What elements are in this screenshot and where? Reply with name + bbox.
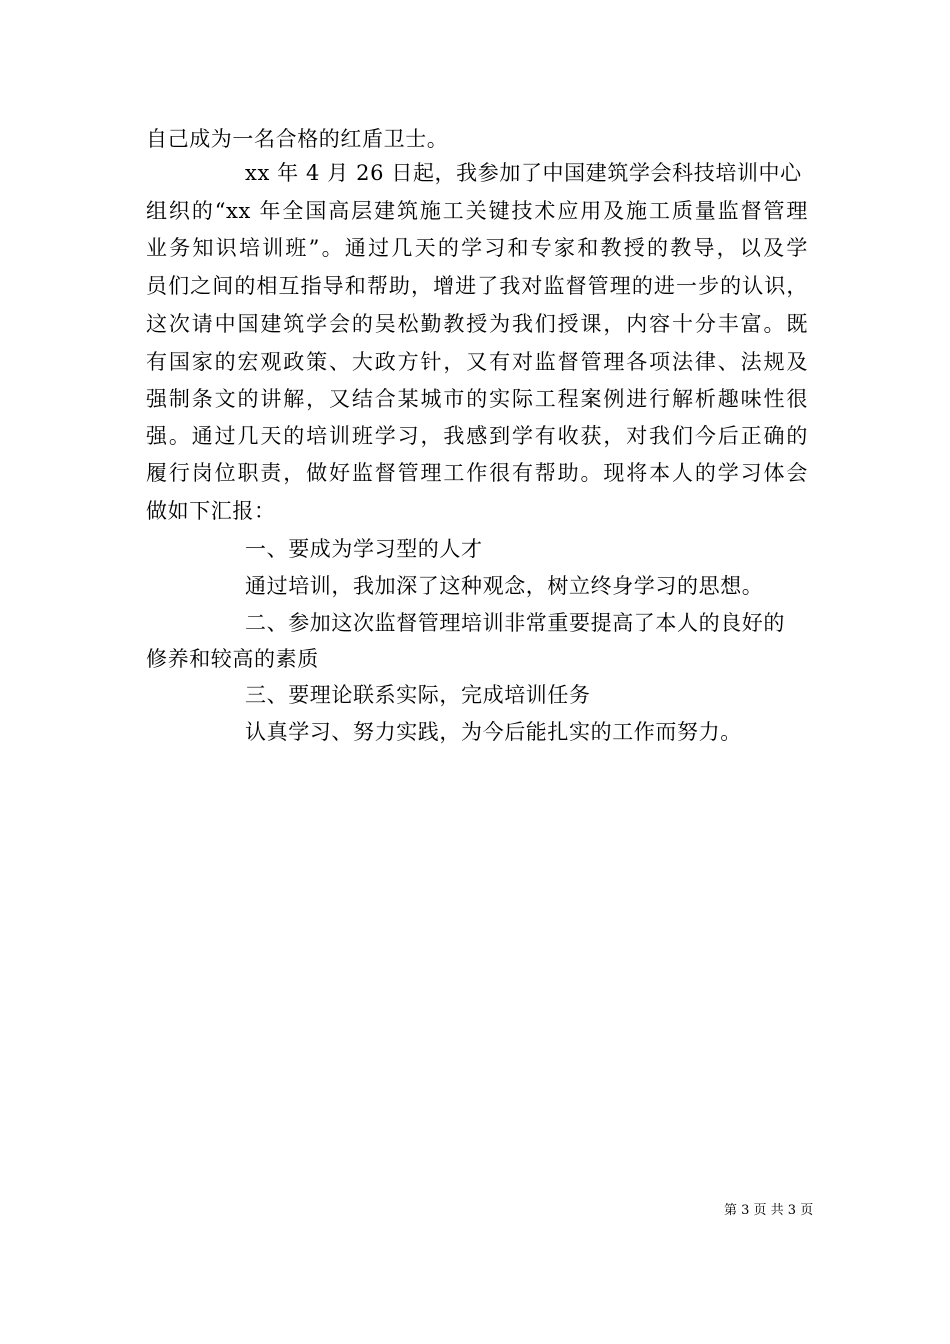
paragraph-line: 业务知识培训班”。通过几天的学习和专家和教授的教导，以及学 <box>146 236 808 260</box>
section-heading-continued: 修养和较高的素质 <box>146 647 319 671</box>
paragraph-line: xx 年 4 月 26 日起，我参加了中国建筑学会科技培训中心 <box>245 161 802 185</box>
paragraph-line: 组织的“xx 年全国高层建筑施工关键技术应用及施工质量监督管理 <box>146 199 808 223</box>
paragraph-line: 这次请中国建筑学会的吴松勤教授为我们授课，内容十分丰富。既 <box>146 312 808 336</box>
paragraph-line: 做如下汇报： <box>146 499 276 523</box>
paragraph-line: 履行岗位职责，做好监督管理工作很有帮助。现将本人的学习体会 <box>146 461 808 485</box>
section-heading: 二、参加这次监督管理培训非常重要提高了本人的良好的 <box>245 611 785 635</box>
paragraph-line: 强制条文的讲解，又结合某城市的实际工程案例进行解析趣味性很 <box>146 387 808 411</box>
paragraph-line: 员们之间的相互指导和帮助，增进了我对监督管理的进一步的认识， <box>146 274 808 298</box>
paragraph-line: 自己成为一名合格的红盾卫士。 <box>146 127 449 151</box>
paragraph-line: 通过培训，我加深了这种观念，树立终身学习的思想。 <box>245 574 764 598</box>
page-number-footer: 第 3 页 共 3 页 <box>724 1203 814 1218</box>
section-heading: 三、要理论联系实际，完成培训任务 <box>245 683 591 707</box>
paragraph-line: 强。通过几天的培训班学习，我感到学有收获，对我们今后正确的 <box>146 424 808 448</box>
section-heading: 一、要成为学习型的人才 <box>245 537 483 561</box>
paragraph-line: 有国家的宏观政策、大政方针，又有对监督管理各项法律、法规及 <box>146 350 808 374</box>
paragraph-line: 认真学习、努力实践，为今后能扎实的工作而努力。 <box>245 720 742 744</box>
